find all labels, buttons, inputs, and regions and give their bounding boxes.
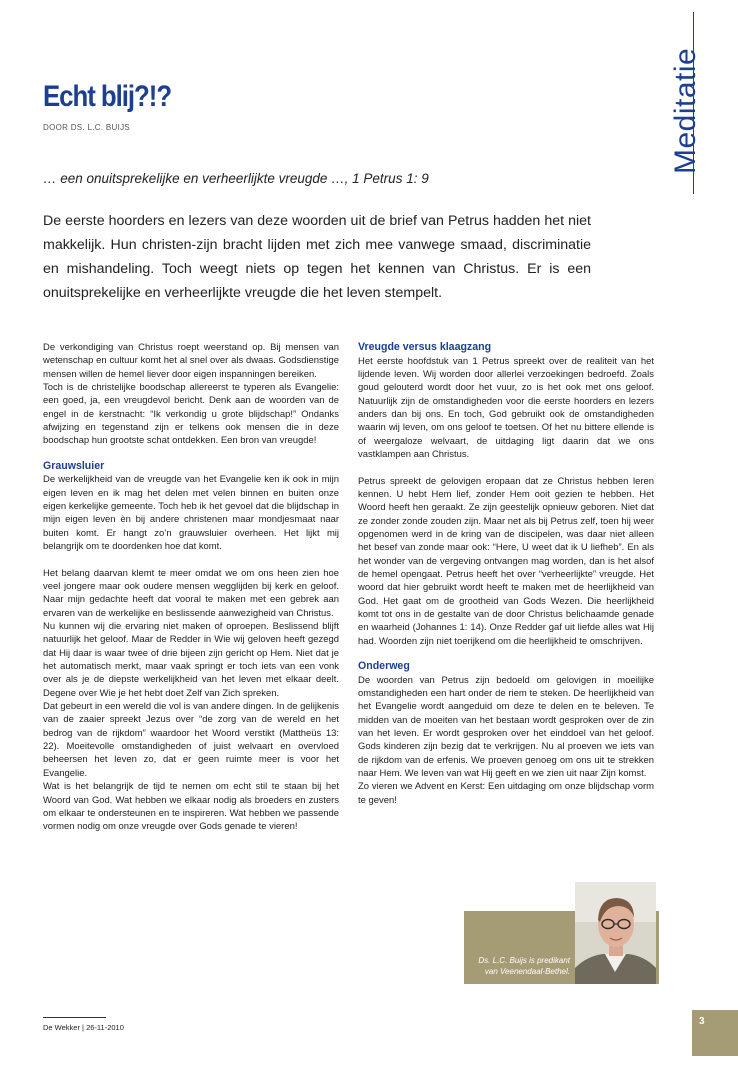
- article-title: Echt blij?!?: [43, 80, 172, 113]
- paragraph: Petrus spreekt de gelovigen eropaan dat ze Christus hebben leren kennen. U hebt Hem lief, zonder Hem ooit gezien te hebben. Het Woord heeft hen geraakt. Ze zijn geestelijk opnieuw geboren. Niet dat ze zonder zonde zouden zijn. Maar net als bij Petrus zelf, toen hij weer opgenomen werd in de kring van de discipelen, was daar niet alleen het besef van zonde maar ook: “Here, U weet dat ik U liefheb”. En als het wonder van de vergeving ontvangen mag worden, dan is het alsof de hemel opengaat. Petrus heeft het over “verheerlijkte” vreugde. Het woord dat hier gebruikt wordt heeft te maken met de heerlijkheid van God. Het gaat om de grootheid van Gods Wezen. Die heerlijkheid komt tot ons in de gestalte van de door Christus belichaamde genade en waarheid (Johannes 1: 14). Onze Redder gaf uit liefde alles wat Hij had. Woorden zijn niet toerijkend om die heerlijkheid te omschrijven.: [358, 475, 654, 647]
- paragraph: De verkondiging van Christus roept weerstand op. Bij mensen van wetenschap en cultuur komt het al snel over als dwaas. Godsdienstige mensen willen de hemel liever door eigen inspanningen bereiken.: [43, 342, 339, 380]
- footer-source: De Wekker | 26-11-2010: [43, 1023, 124, 1032]
- author-portrait: [575, 882, 656, 984]
- paragraph: De woorden van Petrus zijn bedoeld om gelovigen in moeilijke omstandigheden een hart onder de riem te steken. De heerlijkheid van het Evangelie wordt aangeduid om deze te delen en te beleven. Te midden van de moeiten van het bestaan wordt gesproken over de zin van het leven. Er wordt gesproken over het einddoel van het geloof. Gods kinderen zijn bezig dat te verkrijgen. Nu al proeven we iets van de rijkdom van de erfenis. We proeven genoeg om ons uit te strekken naar Hem. We leven van wat Hij geeft en we zien uit naar Zijn komst.: [358, 674, 654, 779]
- paragraph: Zo vieren we Advent en Kerst: Een uitdaging om onze blijdschap vorm te geven!: [358, 781, 654, 806]
- author-byline: DOOR DS. L.C. BUIJS: [43, 123, 131, 132]
- intro-paragraph: De eerste hoorders en lezers van deze woorden uit de brief van Petrus hadden het niet makkelijk. Hun christen-zijn bracht lijden met zich mee vanwege smaad, discriminatie en mishandeling. Toch weegt niets op tegen het kennen van Christus. Er is een onuitsprekelijke en verheerlijkte vreugde die het leven stempelt.: [43, 213, 591, 301]
- heading-onderweg: Onderweg: [358, 660, 410, 673]
- left-column: [43, 341, 339, 834]
- paragraph: Nu kunnen wij die ervaring niet maken of oproepen. Beslissend blijft natuurlijk het geloof. Maar de Redder in Wie wij geloven heeft gezegd dat Hij daar is waar twee of drie bijeen zijn gericht op Hem. Niet dat je het automatisch merkt, maar vaak springt er toch iets van een vonk over als je de diepste werkelijkheid van het leven met elkaar deelt. Degene over Wie je het hebt doet Zelf van Zich spreken.: [43, 621, 339, 699]
- section-label: Meditatie: [669, 47, 702, 174]
- bible-quote: … een onuitsprekelijke en verheerlijkte vreugde …, 1 Petrus 1: 9: [43, 171, 429, 186]
- right-column: [358, 341, 654, 807]
- paragraph: Het belang daarvan klemt te meer omdat we om ons heen zien hoe veel jongere maar ook oudere mensen wegglijden bij kerk en geloof. Naar mijn gedachte heeft dat vooral te maken met een gebrek aan ervaren van de werkelijke en beslissende aanwezigheid van Christus.: [43, 567, 339, 619]
- page-number: 3: [699, 1016, 705, 1027]
- paragraph: Wat is het belangrijk de tijd te nemen om echt stil te staan bij het Woord van God. Wat hebben we elkaar nodig als broeders en zusters om elkaar te ondersteunen en te inspireren. Wat hebben we passende vormen nodig om onze vreugde over Gods genade te vieren!: [43, 781, 339, 833]
- paragraph: Het eerste hoofdstuk van 1 Petrus spreekt over de realiteit van het lijdende leven. Wij worden door allerlei verzoekingen bedroefd. Zoals goud gelouterd wordt door het vuur, zo is het ook met ons geloof. Natuurlijk zijn de omstandigheden voor die eerste hoorders en lezers anders dan bij ons. En toch, God gebruikt ook de omstandigheden waarin wij leven, om ons geloof te toetsen. Of het nu bittere ellende is of weergaloze welvaart, de uitdaging ligt daarin dat we ons vastklampen aan Christus.: [358, 355, 654, 460]
- paragraph: De werkelijkheid van de vreugde van het Evangelie ken ik ook in mijn eigen leven en ik mag het delen met velen binnen en buiten onze eigen kerkelijke gemeente. Toch heb ik het gevoel dat die blijdschap in mijn eigen leven èn bij andere christenen maar mondjesmaat naar buiten komt. Er hangt zo’n grauwsluier overheen. Het lijkt mij belangrijk om te doordenken hoe dat komt.: [43, 474, 339, 552]
- heading-grauwsluier: Grauwsluier: [43, 459, 105, 472]
- paragraph: Toch is de christelijke boodschap allereerst te typeren als Evangelie: een goed, ja, een vreugdevol bericht. Denk aan de woorden van de engel in de kerstnacht: “Ik verkondig u grote blijdschap!” Ondanks afwijzing en tegenstand zijn er telkens ook mensen die in deze boodschap hun grootste schat ontdekken. Een bron van vreugde!: [43, 382, 339, 447]
- photo-caption: Ds. L.C. Buijs is predikant van Veenendaal-Bethel.: [478, 956, 570, 976]
- paragraph: Dat gebeurt in een wereld die vol is van andere dingen. In de gelijkenis van de zaaier spreekt Jezus over “de zorg van de wereld en het bedrog van de rijkdom” waardoor het Woord verstikt (Mattheüs 13: 22). Moeitevolle omstandigheden of juist welvaart en overvloed beheersen het leven zo, dat er geen ruimte meer is voor het Evangelie.: [43, 701, 339, 779]
- footer-rule: [43, 1017, 106, 1018]
- heading-vreugde-versus-klaagzang: Vreugde versus klaagzang: [358, 341, 492, 353]
